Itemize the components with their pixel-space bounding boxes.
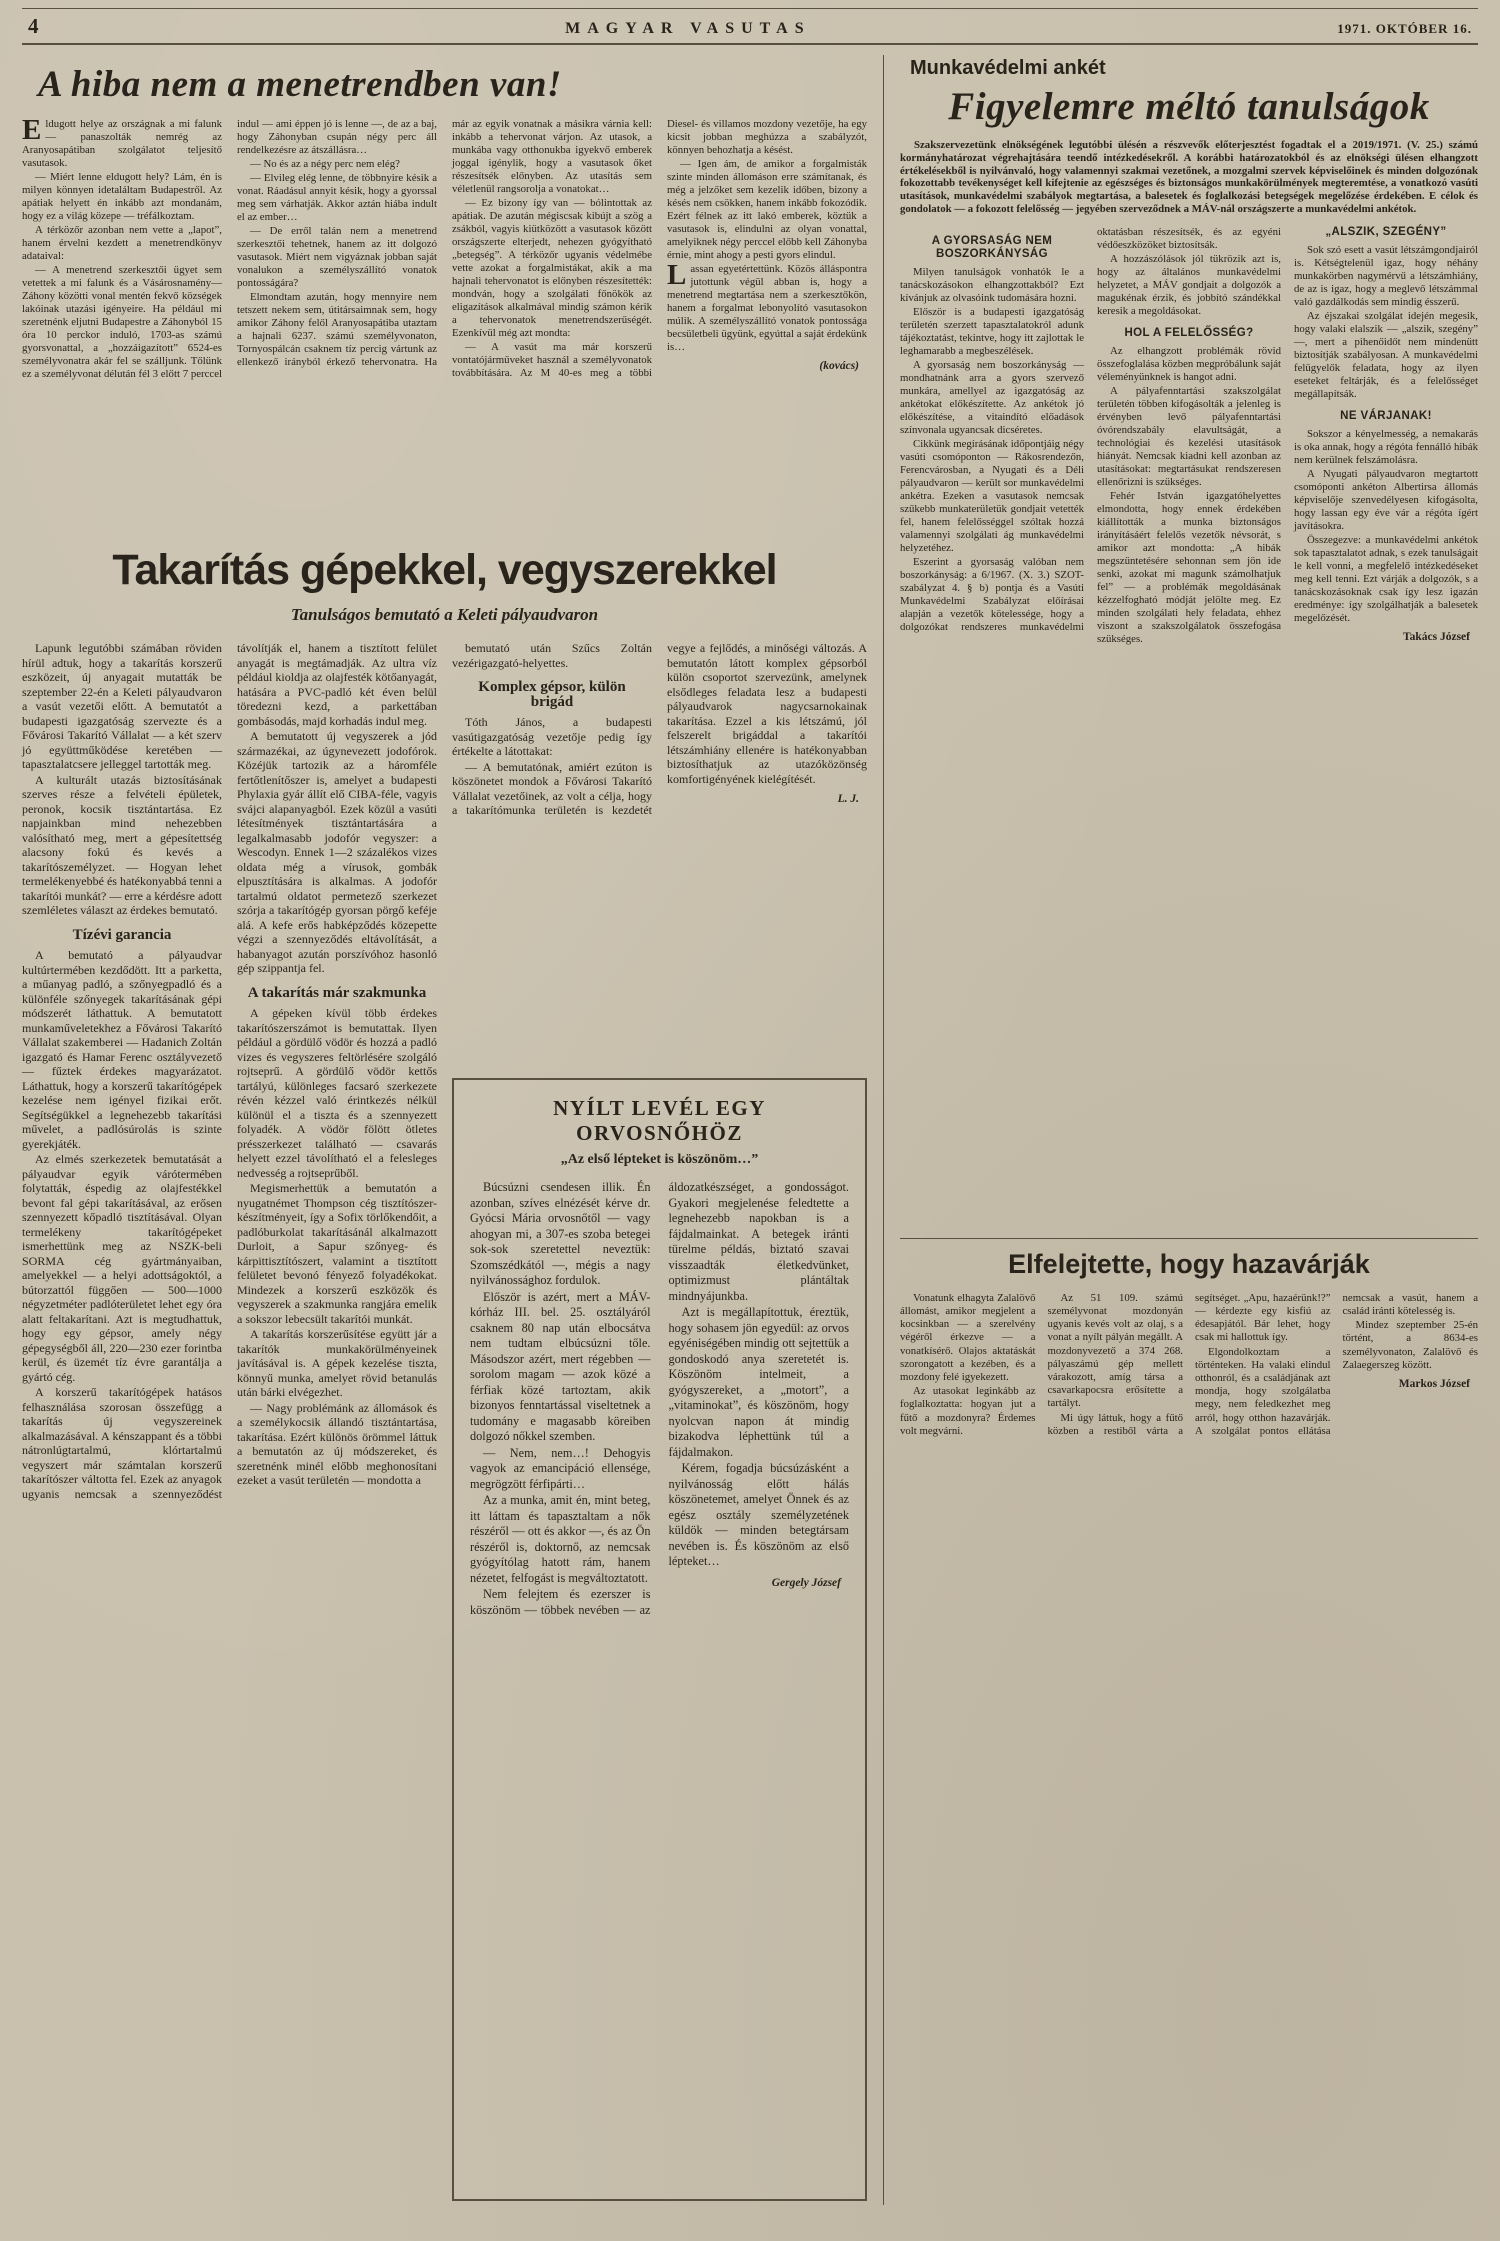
paragraph: Lassan egyetértettünk. Közös álláspontra jutottunk végül abban is, hogy a menetrend megtartása nem a szerkesztőkön, hanem a forgalmat lebonyolító vasutasokon múlik. A személyszállító vonatok pontossága becsületbeli ügyünk, egyúttal a saját érdekünk is… (667, 259, 867, 353)
paragraph: Az elhangzott problémák rövid összefoglalása közben megpróbálunk saját véleményünknek is hangot adni. (1097, 344, 1281, 383)
paragraph: A gyorsaság nem boszorkányság — mondhatnánk arra a gyors szervező munkára, amellyel az igazgatóság az ankétokat előkészítette. Az ankétok jó előkészítése, a vitaindító előadások színvonala ugyancsak dicséretes. (900, 358, 1084, 436)
paragraph: Kérem, fogadja búcsúzásként a nyilvánosság előtt hálás köszönetemet, amelyet Önnek és az egész osztály személyzetének küldök — minden betegtársam nevében is. És köszönöm az első lépteket… (668, 1461, 849, 1568)
paragraph: Vonatunk elhagyta Zalalövő állomást, amikor megjelent a kocsinkban — a szerelvény végéről érkezve — a vonatkísérő. Olajos aktatáskát szorongatott a kezében, és a mozdony felé igyekezett. (900, 1291, 1036, 1383)
subheading: A takarítás már szakmunka (247, 984, 427, 1001)
article-headline: Figyelemre méltó tanulságok (948, 85, 1430, 128)
paragraph: A bemutató a pályaudvar kultúrtermében kezdődött. Itt a parketta, a műanyag padló, a szőnyegpadló és a különféle szőnyegek takarításának gépi módszerét láthattuk. A bemutatott munkaműveletekhez a Fővárosi Takarító Vállalat szakemberei — Hadanich Zoltán igazgató és Hamar Ferenc osztályvezető — fűztek érdekes magyarázatot. Láthattuk, hogy a korszerű takarítógépek kezelése nem igényel fizikai erőt. Segítségükkel a legnehezebb takarítási művelet, a padlósúrolás is szinte gyerekjáték. (22, 948, 222, 1151)
paragraph: A takarítás korszerűsítése együtt jár a takarítók munkakörülményeinek javításával is. A gépek kezelése tiszta, könnyű munka, amelyet rövid betanulás után bárki elvégezhet. (237, 1327, 437, 1399)
paragraph: Lapunk legutóbbi számában röviden hírül adtuk, hogy a takarítás korszerű eszközeit, új anyagait mutatták be szeptember 22-én a Keleti pályaudvaron a vasút vezetői előtt. A bemutatót a budapesti igazgatóság szervezte és a Fővárosi Takarító Vállalat — a két szerv jó együttműködése keretében — tapasztalatcsere jelleggel tartották meg. (22, 641, 222, 771)
article-subtitle: „Az első lépteket is köszönöm…” (560, 1152, 759, 1167)
article-menetrend (22, 55, 867, 518)
paragraph: Megismerhettük a bemutatón a nyugatnémet Thompson cég tisztítószer-készítményeit, így a Sofix törlőkendőit, a padlóburkolat takarításánál alkalmazott Durloit, a Sapur szőnyeg- és kárpittisztítószert, valamint a tisztított felületet bevonó fényező folyadékokat. Mindezek a korszerű eszközök és vegyszerek a szakmunka rangjára emelik a sokszor lebecsült takarítói munkát. (237, 1181, 437, 1326)
paragraph: A korszerű takarítógépek hatásos felhasználása szorosan összefügg a takarítás új vegyszereinek alkalmazásával. A kénszappant és a többi nátronlúgtartalmú, klórtartalmú vegyszert már számtalan korszerű takarítószer váltotta fel. Ezek az anyagok ugyanis nemcsak a szennyeződést távolítják el, hanem a tisztított felület anyagát is megtámadják. Az ultra víz például kioldja az olajfesték kötőanyagát, hatására a PVC-padló két éven belül töredezni kezd, a parkettában gombásodás, majd korhadás indul meg. (22, 641, 437, 1501)
article-takaritas (22, 518, 867, 2205)
subheading: „ALSZIK, SZEGÉNY” (1325, 225, 1447, 238)
paragraph: Milyen tanulságok vonhatók le a tanácskozásokon elhangzottakból? Ezt kívánjuk az olvasóink tudomására hozni. (900, 265, 1084, 304)
article-open-letter (452, 1078, 867, 2201)
article-kicker: Munkavédelmi ankét (910, 57, 1106, 79)
paragraph: Eszerint a gyorsaság valóban nem boszorkányság: a 6/1967. (X. 3.) SZOT-szabályzat 4. § b) pontja és a Vasúti Munkavédelmi Szabályzat előírásai alapján a vezetők kötelessége, hogy a dolgozókat rendszeres munkavédelmi oktatásban részesítsék, és az egyéni védőeszközöket biztosítsák. (900, 225, 1281, 633)
article-body (900, 1292, 1478, 2205)
paragraph: bemutató után Szűcs Zoltán vezérigazgató-helyettes. (452, 641, 652, 670)
paragraph: A bemutatott új vegyszerek a jód származékai, az úgynevezett jodofórok. Közéjük tartozik az a háromféle fertőtlenítőszer is, amelyet a budapesti Phylaxia gyár állít elő CIBA-féle, vagyis svájci alapanyagból. Ezek közül a vasúti létesítmények tisztántartására a legalkalmasabb jodofór vegyszer: a Wescodyn. Ennek 1—2 százalékos vizes oldata még a vírusok, gombák elpusztítására is alkalmas. A jodofór tartalmú oldatot permetező szerkezet szórja a takarítógép gyorsan pörgő keféje alá. A kefe erős habképződés közepette végzi a szennyeződés eltávolítását, a habanyagot azután porszívóhoz hasonló gép szippantja fel. (237, 729, 437, 975)
paragraph: Az a munka, amit én, mint beteg, itt láttam és tapasztaltam a nők részéről — ott és akkor —, és az Ön részéről is, doktornő, az nemcsak gyógyítólag hatott rám, hanem nézetet, felfogást is megváltoztatott. (470, 1493, 651, 1585)
paragraph: Mindez szeptember 25-én történt, a 8634-es személyvonaton, Zalalövő és Zalaegerszeg között. (1342, 1319, 1478, 1371)
paragraph: Elmondtam azután, hogy mennyire nem tetszett nekem sem, útitársaimnak sem, hogy amikor Záhony felől Aranyosapátiba utaztam a hajnali 6237. számú személyvonaton, Tornyospálcán csaknem tíz percig vártunk az ellenkező irányból érkező tehervonatra. Ha már az egyik vonatnak a másikra várnia kell: inkább a tehervonat várjon. Az utasok, a munkába vagy otthonukba igyekvő emberek joggal igénylik, hogy a vasutasok őket részesítsék előnyben. Az utasítás sem véletlenül rangsorolja a vonatokat… (237, 118, 652, 368)
article-columns-left (22, 641, 437, 2201)
right-region (883, 55, 1478, 2205)
paragraph: Azt is megállapítottuk, éreztük, hogy sohasem jön egyedül: az orvos egyéniségében mindig ott sejtettük a gondoskodó anya szeretetét is. Köszönöm intelmeit, a gyógyszereket, a „motort”, a „vitaminokat”, és köszönöm, hogy nyolcvan napon át mindig bizakodva léphettünk túl a fájdalmakon. (668, 1305, 849, 1459)
paragraph: Fehér István igazgatóhelyettes elmondotta, hogy ennek érdekében kiállították a munka biztonságos irányításáért felelős vezetők névsorát, s amikor azt mondotta: „A hibák megszüntetésére sehonnan sem jön ide senki, azokat mi magunk számolhatjuk fel” — a problémák megoldásának kézzelfogható módját jelölte meg. Ez minden szolgálati hely feladata, ehhez viszont a szakszolgálatok összefogása szükséges. (1097, 489, 1281, 645)
article-subtitle: Tanulságos bemutató a Keleti pályaudvaron (290, 605, 599, 624)
paragraph: — A bemutatónak, amiért ezúton is köszönetet mondok a Fővárosi Takarító Vállalat vezetőinek, az volt a célja, hogy a takarítómunka területén is kezdetét vegye a fejlődés, a minőségi változás. A bemutatón látott komplex gépsorból külön csoportot szervezünk, amelynek elsődleges feladata lesz a budapesti pályaudvarok nagycsarnokainak takarítása. Ezzel a kis létszámú, jól felszerelt brigáddal a takarítói létszámhiány ellenére is hatékonyabban biztosíthatjuk az utazóközönség komfortigényének kielégítését. (452, 641, 867, 817)
article-columns-right-top (452, 641, 867, 1066)
paragraph: Az 51 109. számú személyvonat mozdonyán ugyanis kevés volt az olaj, s a vonat a nyílt pályán megállt. A mozdonyvezető a 374 268. pályaszámú gép mellett várakozott, amíg társa a csavarkapocsra erősítette a tartályt. (1047, 1291, 1183, 1410)
article-lead: Szakszervezetünk elnökségének legutóbbi ülésén a részvevők előterjesztést fogadtak el a 2019/1971. (V. 25.) számú kormányhatározat végrehajtására teendő intézkedésekről. A korábbi határozatokból és az elnökségi ülésen elhangzott értékelésekből is nyilvánvaló, hogy valamennyi szakmai vezetőnek, a mozgalmi szervek képviselőinek és minden dolgozónak fokozottabb tevékenységet kell kifejtenie az egészséges és biztonságos munkakörülmények megteremtése, a vonatkozó vasúti utasítások, munkavédelmi szabályok megtartása, a balesetek és foglalkozási betegségek megelőzése érdekében. E célok és gondolatok — a fokozott felelősség — jegyében szerveződnek a MÁV-nál országszerte a munkavédelmi ankétok. (900, 139, 1478, 215)
paragraph: Az éjszakai szolgálat idején megesik, hogy valaki elalszik — „alszik, szegény” —, mert a pihenőidőt nem mindenütt biztosítják szabályosan. A munkavédelmi felügyelők feladata, hogy az ilyen eseteket feltárják, és a felelősséget megállapítsák. (1294, 309, 1478, 400)
subheading: Tízévi garancia (72, 926, 172, 943)
paragraph: Eldugott helye az országnak a mi falunk — panaszolták nemrég az Aranyosapátiban szolgálatot teljesítő vasutasok. (22, 114, 222, 169)
article-columns-right (452, 641, 867, 2201)
paragraph: — De erről talán nem a menetrend szerkesztői tehetnek, hanem az itt dolgozó vasutasok. Miért nem vigyáznak jobban saját vonalukon a személyszállító vonatok pontosságára? (237, 225, 437, 289)
article-body (470, 1180, 849, 2185)
paragraph: — Miért lenne eldugott hely? Lám, én is milyen könnyen idetaláltam Budapestről. Az apátiak helyett én inkább azt mondanám, hogy ez a világ közepe — tréfálkoztam. (22, 171, 222, 222)
masthead: MAGYAR VASUTAS (565, 20, 811, 37)
paragraph: — A vasút ma már korszerű vontatójárműveket használ a személyvonatok továbbítására. Az M 40-es meg a többi Diesel- és villamos mozdony vezetője, ha egy kicsit jobban meghúzza a szabályzót, könnyen behozhatja a késést. (452, 118, 867, 379)
article-body (22, 641, 867, 2201)
paragraph: Összegezve: a munkavédelmi ankétok sok tapasztalatot adnak, s ezek tanulságait le kell vonni, a megfelelő intézkedéseket meg kell tenni. Ezt várják a dolgozók, s a tanácskozásoknak csak így lesz igazán eredménye: így szolgálhatják a balesetek megelőzését. (1294, 533, 1478, 624)
paragraph: — Nem, nem…! Dehogyis vagyok az emancipáció ellensége, megrögzött férfipárti… (470, 1445, 651, 1491)
byline: Markos József (1398, 1378, 1470, 1390)
article-body (900, 226, 1478, 1226)
subheading: Komplex gépsor, külön brigád (478, 679, 626, 710)
article-elfelejtette (900, 1238, 1478, 2205)
page-body (22, 55, 1478, 2205)
article-headline: Takarítás gépekkel, vegyszerekkel (112, 546, 777, 594)
byline: L. J. (837, 793, 859, 805)
paragraph: Az utasokat leginkább az foglalkoztatta: hogyan jut a fűtő a mozdonyra? Érdemes volt megvárni. (900, 1385, 1036, 1437)
paragraph: — Nagy problémánk az állomások és a személykocsik állandó tisztántartása, takarítása. Ezért különös örömmel láttuk a bemutatón az új módszereket, és szeretnénk minél előbb meghonosítani ezeket a vasút területén — mondotta a (237, 1400, 437, 1487)
paragraph: A térközőr azonban nem vette a „lapot”, hanem érvelni kezdett a menetrendkönyv adataival: (22, 224, 222, 262)
subheading: HOL A FELELŐSSÉG? (1124, 326, 1254, 339)
paragraph: Nem felejtem és ezerszer is köszönöm — többek nevében — az áldozatkészséget, a gondosságot. Gyakori megjelenése feledtette a legnehezebb napokban is a fájdalmainkat. A betegek iránti türelme példás, biztató szavai visszaadták életkedvünket, optimizmust plántáltak mindnyájunkba. (470, 1180, 849, 1617)
subheading: NE VÁRJANAK! (1340, 409, 1432, 422)
paragraph: — A menetrend szerkesztői ügyet sem vetettek a mi falunk és a Vásárosnamény—Záhony közötti vonal mentén fekvő községek lakóinak utazási igényeire. Ha például mi szeretnénk eljutni Budapestre a Záhonyból 15 óra 10 perckor induló, 1703-as számú gyorsvonattal, a „hozzáigazított” 6524-es személyvonatra akár fel se szálljunk. Tőlünk ez a személyvonat délután fél 3 előtt 7 perccel indul — ami éppen jó is lenne —, de az a baj, hogy Záhonyban csupán négy perc áll rendelkezésre az átszállásra… (22, 118, 437, 380)
paragraph: Tóth János, a budapesti vasútigazgatóság vezetője pedig így értékelte a látottakat: (452, 715, 652, 758)
paragraph: A hozzászólások jól tükrözik azt is, hogy az általános munkavédelmi helyzetet, a MÁV gondjait a dolgozók a magukénak érzik, és jobbító szándékkal keresik a megoldásokat. (1097, 252, 1281, 317)
issue-date: 1971. OKTÓBER 16. (1337, 21, 1472, 36)
byline: Gergely József (771, 1576, 841, 1589)
paragraph: Cikkünk megírásának időpontjáig négy vasúti csomóponton — Rákosrendezőn, Ferencvárosban, a Nyugati és a Déli pályaudvaron — került sor munkavédelmi ankétra. Ezeken a vasutasok nemcsak szűkebb munkaterületük gondjait vetették fel, hanem felelősséggel szóltak hozzá valamennyi szolgálati ág munkavédelmi helyzetéhez. (900, 437, 1084, 554)
paragraph: A kulturált utazás biztosításának szerves része a felvételi épületek, peronok, kocsik tisztántartása. Ez napjainkban mind nehezebben valósítható meg, mert a gépesítettség alacsony fokú és kevés a takarítószemélyzet. — Hogyan lehet termelékenyebbé és hatékonyabbá tenni a takarítói munkát? — erre a kérdésre adott szemléletes választ az érdekes bemutató. (22, 772, 222, 917)
paragraph: A Nyugati pályaudvaron megtartott csomóponti ankéton Albertirsa állomás képviselője szenvedélyesen kifogásolta, hogy lassan egy éve vár a régóta ígért javításokra. (1294, 467, 1478, 532)
paragraph: — Igen ám, de amikor a forgalmisták szinte minden állomáson erre számítanak, és még a jelzőket sem kezelik időben, bizony a késés nem csökken, hanem inkább fokozódik. Ezért félnek az itt lakó emberek, köztük a vasutasok is, elindulni az olyan vonattal, amelyiknek négy perccel előbb kell Záhonyba érnie, mint ahogy a pesti gyors elindul. (667, 158, 867, 261)
paragraph: — No és az a négy perc nem elég? (250, 158, 400, 170)
page-number: 4 (28, 14, 39, 38)
article-headline: A hiba nem a menetrendben van! (38, 64, 562, 105)
paragraph: Búcsúzni csendesen illik. Én azonban, szíves elnézését kérve dr. Gyócsi Mária orvosnőtől — vagy ahogyan mi, a 307-es szoba betegei sok-sok szeretettel neveztük: Szomszédkától —, mégis a nagy nyilvánossághoz fordulok. (470, 1180, 651, 1287)
byline: (kovács) (819, 360, 859, 372)
paragraph: Sokszor a kényelmesség, a nemakarás is oka annak, hogy a régóta fennálló hibák nem kerülnek felszámolásra. (1294, 427, 1478, 466)
paragraph: Elgondolkoztam a történteken. Ha valaki elindul otthonról, és a családjának azt mondja, hogy szolgálatba megy, nem feledkezhet meg arról, hogy otthon hazavárják. A szolgálat pontos ellátása nemcsak a vasút, hanem a család iránti kötelesség is. (1195, 1291, 1478, 1437)
paragraph: Először is azért, mert a MÁV-kórház III. bel. 25. osztályáról csaknem 80 nap után elbocsátva nem tudtam elbúcsúzni tőle. Másodszor azért, mert régebben — sorolom magam — azok közé a férfiak közé tartoztam, akik bizonyos fenntartással viseltetnek a tudomány e magasabb köreiben dolgozó nőkkel szemben. (470, 1289, 651, 1443)
article-headline: NYÍLT LEVÉL EGY ORVOSNŐHÖZ (553, 1096, 766, 1145)
paragraph: Először is a budapesti igazgatóság területén szerzett tapasztalatokról adunk tájékoztatást, tekintve, hogy itt zajlottak le leghamarabb a megbeszélések. (900, 305, 1084, 357)
paragraph: Mi úgy láttuk, hogy a fűtő közben a restiből várta a segítséget. „Apu, hazaérünk!?” — kérdezte egy kisfiú az édesapjától. Bár lehet, hogy csak mi hallottuk így. (1047, 1291, 1331, 1437)
paragraph: — Ez bizony így van — bólintottak az apátiak. De azután mégiscsak kibújt a szög a zsákból, vagyis kiütközött a vasutasok között országszerte elterjedt, nehezen gyógyítható „betegség”. A térközőr ugyanis védelmébe vette azokat a forgalmistákat, akik a ma hajnali tehervonatot is előnyben részesítették: mondván, hogy a szolgálati főnökök az eligazítások alkalmával mindig számon kérik a tehervonatok menetrendszerűségét. Ezenkívül még azt mondta: (452, 197, 652, 339)
paragraph: Az elmés szerkezetek bemutatását a pályaudvar egyik várótermében folytatták, éspedig az olajfestékkel bevont fal gépi takarításával, az erősen szennyezett kőpadló tisztításával. Olyan termelékeny takarítógépeket ismerhettünk meg az NSZK-beli SORMA cég gyártmányaiban, amelyekkel — a helyi adottságoktól, a bútorzattól függően — 500—1000 négyzetméter padlóterületet lehet egy óra alatt feltakarítani. Azt is megtudhattuk, hogy egy gépsor, amely négy gépegységből áll, 220—230 ezer forintba kerül, és üzemét tíz évre garantálja a gyártó cég. (22, 1152, 222, 1384)
article-headline: Elfelejtette, hogy hazavárják (1008, 1248, 1370, 1279)
paragraph: Sok szó esett a vasút létszámgondjairól is. Kétségtelenül igaz, hogy néhány munkakörben nagymérvű a létszámhiány, de az is igaz, hogy a meglevő létszámmal való gazdálkodás sem mindig ésszerű. (1294, 243, 1478, 308)
subheading: A GYORSASÁG NEM BOSZORKÁNYSÁG (931, 234, 1053, 260)
page-header (22, 8, 1478, 45)
byline: Takács József (1403, 630, 1470, 643)
paragraph: A gépeken kívül több érdekes takarítószerszámot is bemutattak. Ilyen például a gördülő vödör és hozzá a padló vizes és vegyszeres feltörlésére szolgáló rojtseprű. A gördülő vödör kettős tartályú, különleges facsaró szerkezete révén kézzel való érintkezés nélkül különül el a tiszta és a szennyezett folyadék. A vödör fölött ötletes présszerkezet található — csavarás helyett ezzel távolítható el a felesleges nedvesség a rojtseprűből. (237, 1006, 437, 1180)
paragraph: A pályafenntartási szakszolgálat területén többen kifogásolták a jelenleg is érvényben levő pályafenntartási óvórendszabály elavultságát, a technológiai és kezelési utasítások hiányát. Nemcsak kiadni kell azonban az utasításokat: megtartásukat rendszeresen ellenőrizni is szükséges. (1097, 384, 1281, 488)
article-anket (900, 55, 1478, 1226)
article-body (22, 114, 867, 518)
left-region (22, 55, 867, 2205)
paragraph: — Elvileg elég lenne, de többnyire késik a vonat. Ráadásul annyit késik, hogy a gyorssal meg sem várhatják. Akkor aztán hiába indult el az ember… (237, 172, 437, 223)
